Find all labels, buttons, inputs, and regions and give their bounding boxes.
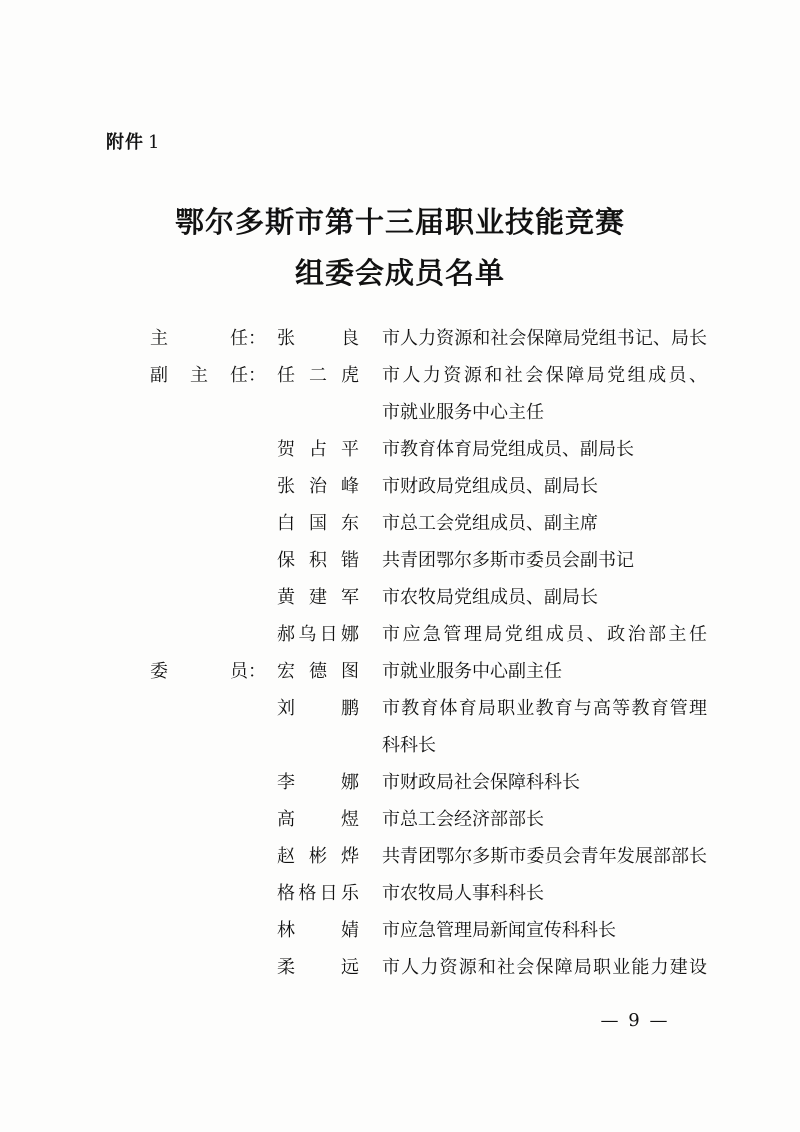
name-char: 锴 <box>341 550 359 571</box>
name-char: 张 <box>277 476 295 497</box>
roster-row <box>150 579 710 616</box>
page-number: — 9 — <box>600 1010 670 1031</box>
member-name <box>277 431 359 468</box>
name-char: 德 <box>309 661 327 682</box>
name-char: 格 <box>298 883 317 904</box>
member-position: 市就业服务中心副主任 <box>382 661 562 682</box>
member-name <box>277 505 359 542</box>
name-char: 任 <box>277 365 295 386</box>
name-char: 峰 <box>341 476 359 497</box>
roster-row <box>150 616 710 653</box>
name-char: 张 <box>277 328 295 349</box>
committee-roster <box>150 320 710 986</box>
name-char: 林 <box>277 920 295 941</box>
role-char: 任： <box>230 328 266 349</box>
name-char: 煜 <box>341 809 359 830</box>
member-position: 市应急管理局党组成员、政治部主任 <box>382 624 707 645</box>
roster-row <box>150 912 710 949</box>
roster-row <box>150 320 710 357</box>
name-char: 治 <box>309 476 327 497</box>
member-name <box>277 542 359 579</box>
role-char: 委 <box>150 661 168 682</box>
member-position: 市人力资源和社会保障局职业能力建设 <box>382 957 707 978</box>
name-char: 虎 <box>341 365 359 386</box>
member-name <box>277 838 359 875</box>
member-position: 市财政局社会保障科科长 <box>382 772 580 793</box>
name-char: 郝 <box>277 624 295 645</box>
role-char: 主 <box>150 328 168 349</box>
member-position: 市农牧局人事科科长 <box>382 883 544 904</box>
role-char: 副 <box>150 365 168 386</box>
name-char: 白 <box>277 513 295 534</box>
member-name <box>277 949 359 986</box>
name-char: 娜 <box>341 772 359 793</box>
member-name <box>277 690 359 727</box>
name-char: 赵 <box>277 846 295 867</box>
member-position: 共青团鄂尔多斯市委员会青年发展部部长 <box>382 846 707 867</box>
name-char: 贺 <box>277 439 295 460</box>
name-char: 彬 <box>309 846 327 867</box>
member-position: 市教育体育局职业教育与高等教育管理 科科长 <box>382 698 707 756</box>
role-deputy-director <box>150 357 266 394</box>
member-position: 市应急管理局新闻宣传科科长 <box>382 920 616 941</box>
name-char: 高 <box>277 809 295 830</box>
name-char: 乌 <box>298 624 317 645</box>
name-char: 宏 <box>277 661 295 682</box>
name-char: 国 <box>309 513 327 534</box>
roster-row <box>150 505 710 542</box>
name-char: 二 <box>309 365 327 386</box>
role-director <box>150 320 266 357</box>
attachment-number: 1 <box>148 132 161 153</box>
name-char: 建 <box>309 587 327 608</box>
role-char: 员： <box>230 661 266 682</box>
roster-row <box>150 764 710 801</box>
name-char: 烨 <box>341 846 359 867</box>
name-char: 日 <box>319 624 338 645</box>
member-position: 市总工会党组成员、副主席 <box>382 513 598 534</box>
member-name <box>277 912 359 949</box>
member-name <box>277 357 359 394</box>
name-char: 良 <box>341 328 359 349</box>
roster-row <box>150 801 710 838</box>
member-position: 市教育体育局党组成员、副局长 <box>382 439 634 460</box>
role-member <box>150 653 266 690</box>
role-char: 主 <box>190 365 208 386</box>
member-position: 市财政局党组成员、副局长 <box>382 476 598 497</box>
member-position: 共青团鄂尔多斯市委员会副书记 <box>382 550 634 571</box>
name-char: 平 <box>341 439 359 460</box>
roster-row <box>150 838 710 875</box>
name-char: 远 <box>341 957 359 978</box>
roster-row <box>150 431 710 468</box>
name-char: 占 <box>309 439 327 460</box>
name-char: 娜 <box>340 624 359 645</box>
name-char: 李 <box>277 772 295 793</box>
member-name <box>277 616 359 653</box>
member-name <box>277 764 359 801</box>
document-title-line-2: 组委会成员名单 <box>294 256 505 290</box>
attachment-label <box>106 128 160 154</box>
roster-row <box>150 949 710 986</box>
name-char: 刘 <box>277 698 295 719</box>
roster-row <box>150 357 710 431</box>
member-name <box>277 801 359 838</box>
member-name <box>277 579 359 616</box>
name-char: 图 <box>341 661 359 682</box>
roster-row <box>150 653 710 690</box>
name-char: 日 <box>319 883 338 904</box>
name-char: 东 <box>341 513 359 534</box>
roster-row <box>150 690 710 764</box>
member-name <box>277 653 359 690</box>
name-char: 保 <box>277 550 295 571</box>
role-char: 任： <box>230 365 266 386</box>
name-char: 黄 <box>277 587 295 608</box>
document-title-line-1: 鄂尔多斯市第十三届职业技能竞赛 <box>174 205 625 239</box>
roster-row <box>150 542 710 579</box>
name-char: 柔 <box>277 957 295 978</box>
name-char: 乐 <box>340 883 359 904</box>
member-name <box>277 320 359 357</box>
name-char: 积 <box>309 550 327 571</box>
member-position: 市总工会经济部部长 <box>382 809 544 830</box>
name-char: 军 <box>341 587 359 608</box>
name-char: 婧 <box>341 920 359 941</box>
member-name <box>277 875 359 912</box>
name-char: 鹏 <box>341 698 359 719</box>
member-position: 市人力资源和社会保障局党组书记、局长 <box>382 328 707 349</box>
attachment-label-text: 附件 <box>106 132 144 153</box>
roster-row <box>150 875 710 912</box>
roster-row <box>150 468 710 505</box>
member-position: 市人力资源和社会保障局党组成员、 市就业服务中心主任 <box>382 365 707 423</box>
name-char: 格 <box>277 883 295 904</box>
member-position: 市农牧局党组成员、副局长 <box>382 587 598 608</box>
member-name <box>277 468 359 505</box>
